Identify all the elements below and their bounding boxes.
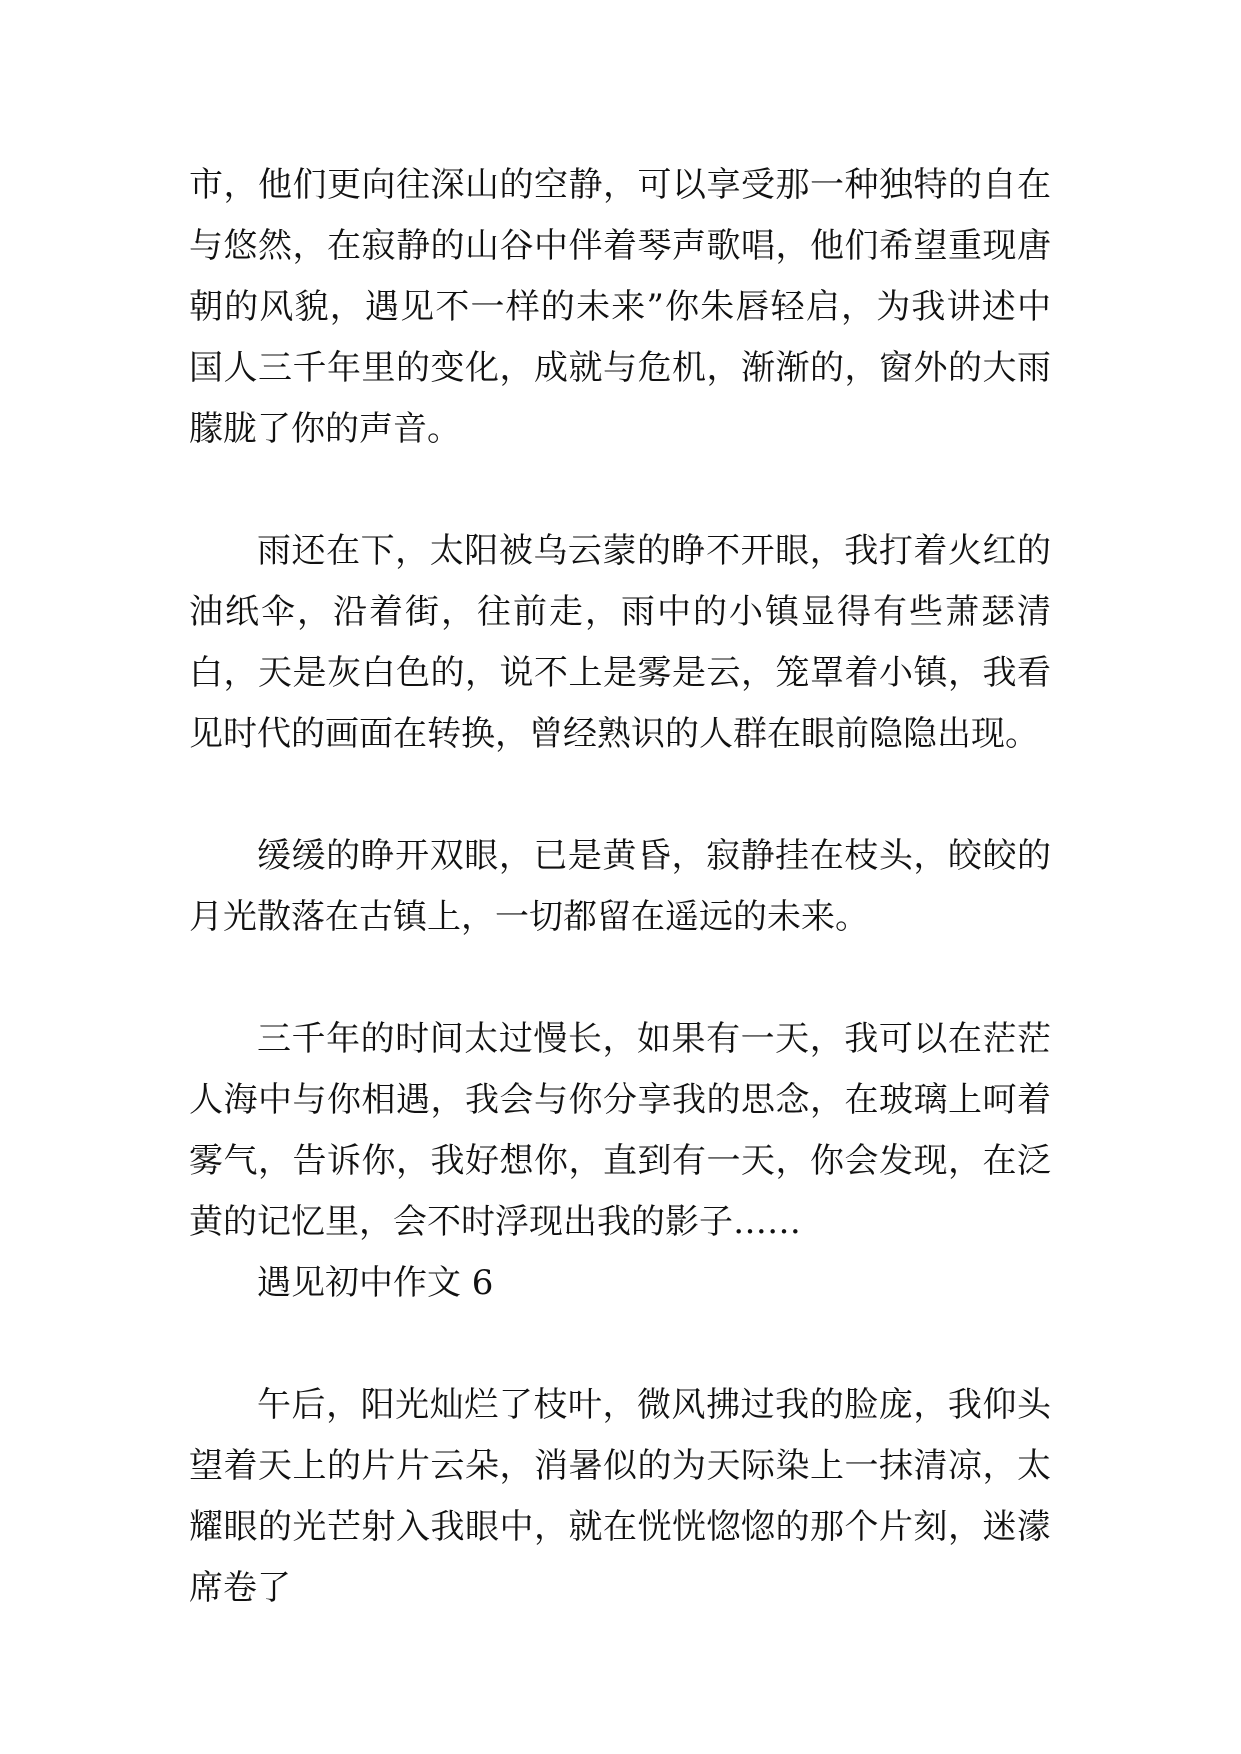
paragraph-5: 午后，阳光灿烂了枝叶，微风拂过我的脸庞，我仰头望着天上的片片云朵，消暑似的为天际染上一抹清凉，太耀眼的光芒射入我眼中，就在恍恍惚惚的那个片刻，迷濛席卷了 bbox=[189, 1385, 1051, 1608]
paragraph-3: 缓缓的睁开双眼，已是黄昏，寂静挂在枝头，皎皎的月光散落在古镇上，一切都留在遥远的未来。 bbox=[189, 836, 1051, 937]
paragraph-2: 雨还在下，太阳被乌云蒙的睁不开眼，我打着火红的油纸伞，沿着街，往前走，雨中的小镇显得有些萧瑟清白，天是灰白色的，说不上是雾是云，笼罩着小镇，我看见时代的画面在转换，曾经熟识的人群在眼前隐隐出现。 bbox=[189, 531, 1051, 754]
section-title: 遇见初中作文 6 bbox=[257, 1263, 494, 1303]
paragraph-4: 三千年的时间太过慢长，如果有一天，我可以在茫茫人海中与你相遇，我会与你分享我的思念，在玻璃上呵着雾气，告诉你，我好想你，直到有一天，你会发现，在泛黄的记忆里，会不时浮现出我的影子…… bbox=[189, 1019, 1051, 1242]
document-page bbox=[189, 155, 1051, 1619]
paragraph-1: 市，他们更向往深山的空静，可以享受那一种独特的自在与悠然，在寂静的山谷中伴着琴声歌唱，他们希望重现唐朝的风貌，遇见不一样的未来”你朱唇轻启，为我讲述中国人三千年里的变化，成就与危机，渐渐的，窗外的大雨朦胧了你的声音。 bbox=[189, 165, 1051, 449]
